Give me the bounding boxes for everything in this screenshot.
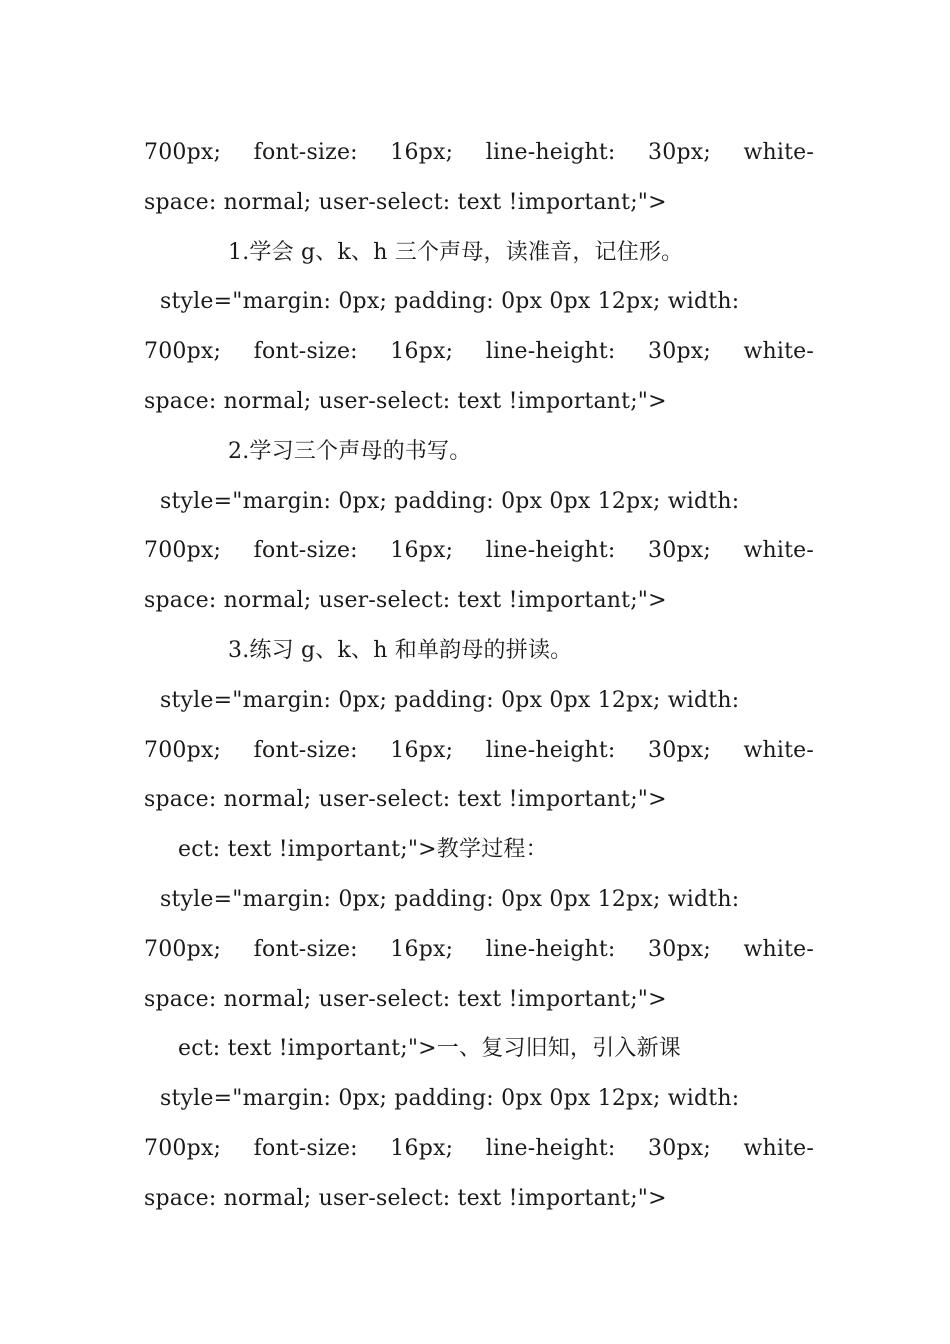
text-line: ect: text !important;">教学过程： <box>178 837 548 863</box>
text-line: style="margin: 0px; padding: 0px 0px 12px; width: <box>160 1086 740 1112</box>
text-line: style="margin: 0px; padding: 0px 0px 12px; width: <box>160 687 740 713</box>
text-line: style="margin: 0px; padding: 0px 0px 12px; width: <box>160 886 740 912</box>
text-line: space: normal; user-select: text !important;"> <box>144 388 667 414</box>
text-line: style="margin: 0px; padding: 0px 0px 12px; width: <box>160 488 740 514</box>
text-line: 700px; font-size: 16px; line-height: 30px; white- <box>144 737 814 763</box>
text-line: space: normal; user-select: text !important;"> <box>144 588 667 614</box>
text-line: space: normal; user-select: text !important;"> <box>144 787 667 813</box>
text-line: space: normal; user-select: text !important;"> <box>144 1185 667 1211</box>
text-line: 1.学会 g、k、h 三个声母，读准音，记住形。 <box>228 239 684 265</box>
document-body <box>144 128 814 1224</box>
text-line: style="margin: 0px; padding: 0px 0px 12px; width: <box>160 289 740 315</box>
text-line: 700px; font-size: 16px; line-height: 30px; white- <box>144 1135 814 1161</box>
text-line: 700px; font-size: 16px; line-height: 30px; white- <box>144 140 814 165</box>
text-line: space: normal; user-select: text !important;"> <box>144 189 667 215</box>
text-line: 700px; font-size: 16px; line-height: 30px; white- <box>144 538 814 564</box>
text-line: 700px; font-size: 16px; line-height: 30px; white- <box>144 936 814 962</box>
text-line: 700px; font-size: 16px; line-height: 30px; white- <box>144 339 814 365</box>
text-line: 3.练习 g、k、h 和单韵母的拼读。 <box>228 637 573 663</box>
text-line: 2.学习三个声母的书写。 <box>228 438 472 464</box>
text-line: ect: text !important;">一、复习旧知，引入新课 <box>178 1036 682 1062</box>
text-line: space: normal; user-select: text !important;"> <box>144 986 667 1012</box>
